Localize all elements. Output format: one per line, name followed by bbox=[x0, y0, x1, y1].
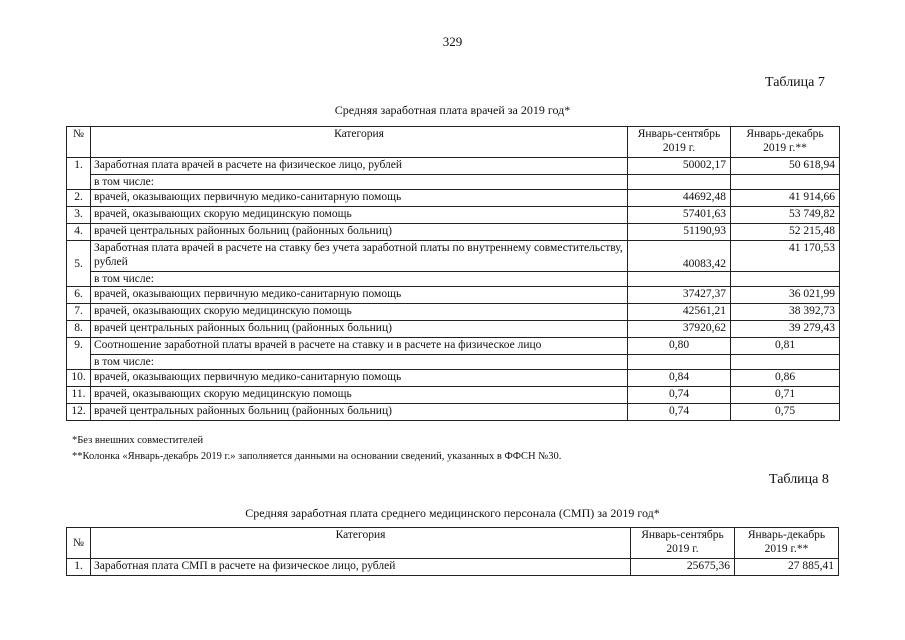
table-row bbox=[67, 387, 840, 404]
row-jan-sep: 50002,17 bbox=[628, 158, 731, 175]
row-number: 4. bbox=[67, 224, 91, 241]
row-jan-dec: 0,86 bbox=[731, 370, 840, 387]
row-number: 8. bbox=[67, 321, 91, 338]
header-jan-sep: Январь-сентябрь 2019 г. bbox=[628, 127, 731, 158]
row-category: в том числе: bbox=[91, 355, 628, 370]
table8 bbox=[66, 527, 839, 576]
row-number: 7. bbox=[67, 304, 91, 321]
row-category: врачей центральных районных больниц (районных больниц) bbox=[91, 224, 628, 241]
row-category: врачей центральных районных больниц (районных больниц) bbox=[91, 404, 628, 421]
row-category: Заработная плата врачей в расчете на ставку без учета заработной платы по внутреннему совместительству, рублей bbox=[91, 241, 628, 272]
row-jan-sep: 42561,21 bbox=[628, 304, 731, 321]
table7-footnote-2: **Колонка «Январь-декабрь 2019 г.» заполняется данными на основании сведений, указанных в ФФСН №30. bbox=[72, 451, 562, 462]
row-category: врачей, оказывающих первичную медико-санитарную помощь bbox=[91, 287, 628, 304]
table-row bbox=[67, 175, 840, 190]
row-jan-sep: 51190,93 bbox=[628, 224, 731, 241]
table-row bbox=[67, 338, 840, 355]
row-number: 1. bbox=[67, 158, 91, 190]
row-jan-sep: 57401,63 bbox=[628, 207, 731, 224]
row-category: Заработная плата врачей в расчете на физическое лицо, рублей bbox=[91, 158, 628, 175]
table7-footnote-1: *Без внешних совместителей bbox=[72, 435, 204, 446]
table8-label: Таблица 8 bbox=[769, 472, 829, 487]
row-jan-dec: 50 618,94 bbox=[731, 158, 840, 175]
row-jan-sep: 0,74 bbox=[628, 404, 731, 421]
table-row bbox=[67, 272, 840, 287]
row-jan-dec: 0,81 bbox=[731, 338, 840, 355]
row-jan-sep: 44692,48 bbox=[628, 190, 731, 207]
row-jan-sep: 0,84 bbox=[628, 370, 731, 387]
table7-caption: Средняя заработная плата врачей за 2019 год* bbox=[334, 103, 571, 117]
row-jan-dec bbox=[731, 355, 840, 370]
table-row bbox=[67, 370, 840, 387]
row-category: врачей, оказывающих скорую медицинскую помощь bbox=[91, 304, 628, 321]
header-jan-dec: Январь-декабрь 2019 г.** bbox=[735, 528, 839, 559]
row-jan-dec: 27 885,41 bbox=[735, 559, 839, 576]
row-jan-dec bbox=[731, 272, 840, 287]
row-number: 3. bbox=[67, 207, 91, 224]
row-jan-sep bbox=[628, 272, 731, 287]
row-jan-dec: 38 392,73 bbox=[731, 304, 840, 321]
header-jan-dec: Январь-декабрь 2019 г.** bbox=[731, 127, 840, 158]
header-category: Категория bbox=[91, 127, 628, 158]
row-jan-dec: 39 279,43 bbox=[731, 321, 840, 338]
table-row bbox=[67, 321, 840, 338]
row-number: 10. bbox=[67, 370, 91, 387]
row-number: 6. bbox=[67, 287, 91, 304]
table-row bbox=[67, 287, 840, 304]
header-number: № bbox=[67, 528, 91, 559]
table-row bbox=[67, 224, 840, 241]
row-jan-sep: 0,74 bbox=[628, 387, 731, 404]
table8-caption: Средняя заработная плата среднего медицинского персонала (СМП) за 2019 год* bbox=[245, 506, 660, 520]
table-row bbox=[67, 559, 839, 576]
row-category: в том числе: bbox=[91, 272, 628, 287]
row-category: Заработная плата СМП в расчете на физическое лицо, рублей bbox=[91, 559, 631, 576]
row-jan-sep: 40083,42 bbox=[628, 241, 731, 272]
table-row bbox=[67, 158, 840, 175]
row-jan-sep bbox=[628, 355, 731, 370]
table-row bbox=[67, 404, 840, 421]
row-jan-dec: 52 215,48 bbox=[731, 224, 840, 241]
row-number: 9. bbox=[67, 338, 91, 370]
table-row bbox=[67, 304, 840, 321]
page-number: 329 bbox=[442, 34, 463, 49]
table8-header-row bbox=[67, 528, 839, 559]
row-jan-sep: 37920,62 bbox=[628, 321, 731, 338]
row-category: врачей, оказывающих первичную медико-санитарную помощь bbox=[91, 190, 628, 207]
table7 bbox=[66, 126, 840, 421]
row-number: 12. bbox=[67, 404, 91, 421]
row-jan-sep bbox=[628, 175, 731, 190]
row-number: 1. bbox=[67, 559, 91, 576]
row-category: Соотношение заработной платы врачей в расчете на ставку и в расчете на физическое лицо bbox=[91, 338, 628, 355]
header-category: Категория bbox=[91, 528, 631, 559]
row-jan-dec: 41 170,53 bbox=[731, 241, 840, 272]
header-number: № bbox=[67, 127, 91, 158]
row-category: в том числе: bbox=[91, 175, 628, 190]
row-jan-sep: 37427,37 bbox=[628, 287, 731, 304]
row-jan-dec: 41 914,66 bbox=[731, 190, 840, 207]
row-jan-dec: 53 749,82 bbox=[731, 207, 840, 224]
row-jan-sep: 0,80 bbox=[628, 338, 731, 355]
row-jan-dec: 36 021,99 bbox=[731, 287, 840, 304]
header-jan-sep: Январь-сентябрь 2019 г. bbox=[631, 528, 735, 559]
row-number: 2. bbox=[67, 190, 91, 207]
row-category: врачей центральных районных больниц (районных больниц) bbox=[91, 321, 628, 338]
row-number: 5. bbox=[67, 241, 91, 287]
row-category: врачей, оказывающих скорую медицинскую помощь bbox=[91, 387, 628, 404]
row-jan-dec bbox=[731, 175, 840, 190]
table7-header-row bbox=[67, 127, 840, 158]
row-number: 11. bbox=[67, 387, 91, 404]
table-row bbox=[67, 207, 840, 224]
row-jan-sep: 25675,36 bbox=[631, 559, 735, 576]
table-row bbox=[67, 355, 840, 370]
table7-label: Таблица 7 bbox=[765, 75, 825, 90]
row-category: врачей, оказывающих первичную медико-санитарную помощь bbox=[91, 370, 628, 387]
table-row bbox=[67, 190, 840, 207]
table-row bbox=[67, 241, 840, 272]
row-jan-dec: 0,71 bbox=[731, 387, 840, 404]
row-jan-dec: 0,75 bbox=[731, 404, 840, 421]
row-category: врачей, оказывающих скорую медицинскую помощь bbox=[91, 207, 628, 224]
